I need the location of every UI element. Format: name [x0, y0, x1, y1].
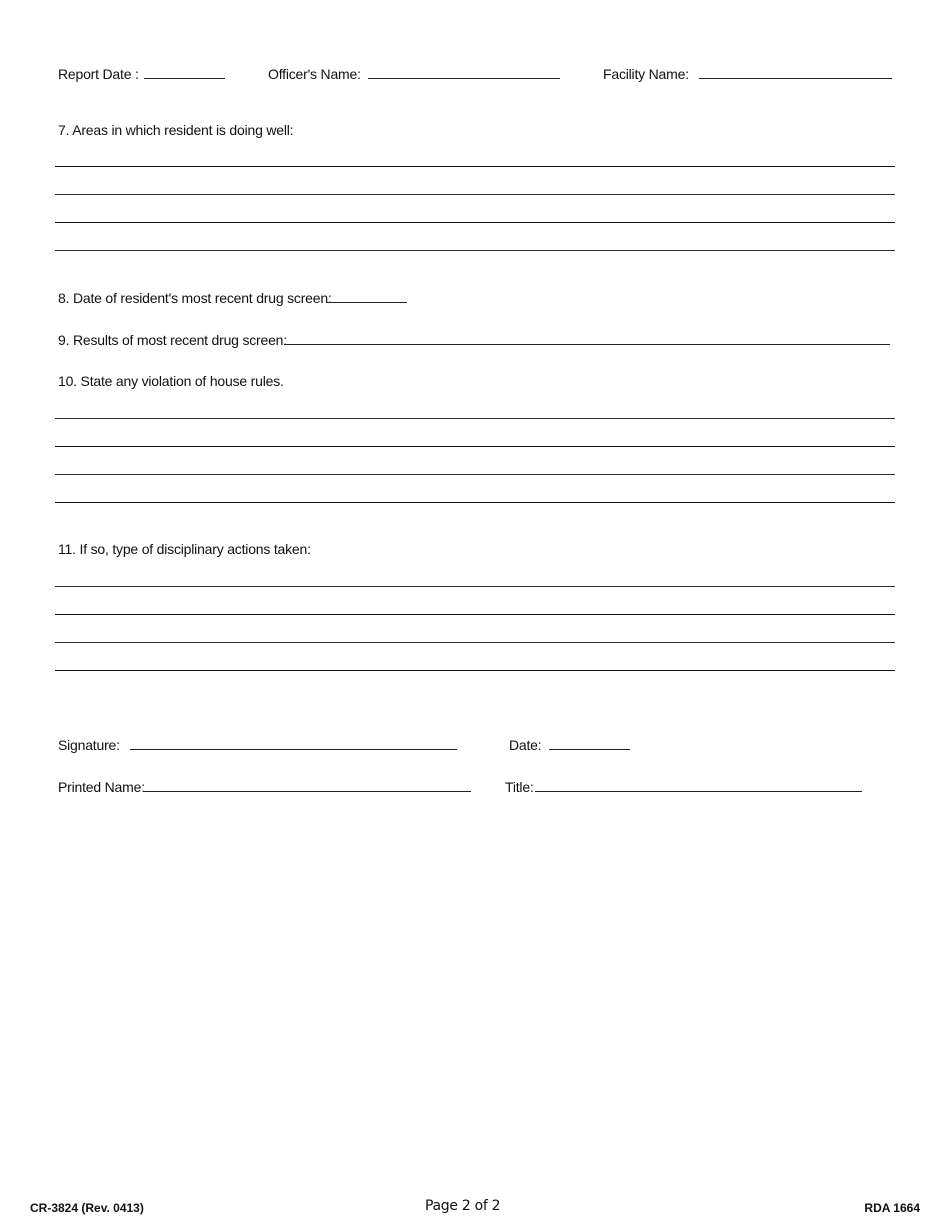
date-label: Date: — [509, 737, 542, 753]
question-10-label: 10. State any violation of house rules. — [58, 373, 284, 389]
title-label: Title: — [505, 779, 534, 795]
officer-name-label: Officer's Name: — [268, 66, 361, 82]
drug-screen-results-field[interactable] — [284, 344, 890, 345]
answer-10-line-3[interactable] — [55, 474, 895, 475]
report-date-field[interactable] — [144, 78, 225, 79]
answer-10-line-4[interactable] — [55, 502, 895, 503]
answer-11-line-3[interactable] — [55, 642, 895, 643]
question-11-label: 11. If so, type of disciplinary actions taken: — [58, 541, 311, 557]
rda-code: RDA 1664 — [864, 1201, 920, 1215]
date-field[interactable] — [549, 749, 630, 750]
answer-7-line-4[interactable] — [55, 250, 895, 251]
signature-label: Signature: — [58, 737, 120, 753]
answer-7-line-2[interactable] — [55, 194, 895, 195]
officer-name-field[interactable] — [368, 78, 560, 79]
answer-11-line-2[interactable] — [55, 614, 895, 615]
answer-10-line-2[interactable] — [55, 446, 895, 447]
printed-name-label: Printed Name: — [58, 779, 145, 795]
question-7-label: 7. Areas in which resident is doing well: — [58, 122, 294, 138]
printed-name-field[interactable] — [144, 791, 471, 792]
signature-field[interactable] — [130, 749, 457, 750]
facility-name-label: Facility Name: — [603, 66, 689, 82]
question-9-label: 9. Results of most recent drug screen: — [58, 332, 287, 348]
report-date-label: Report Date : — [58, 66, 139, 82]
answer-7-line-1[interactable] — [55, 166, 895, 167]
answer-10-line-1[interactable] — [55, 418, 895, 419]
page-indicator: Page 2 of 2 — [425, 1198, 501, 1214]
drug-screen-date-field[interactable] — [326, 302, 407, 303]
answer-11-line-4[interactable] — [55, 670, 895, 671]
answer-11-line-1[interactable] — [55, 586, 895, 587]
answer-7-line-3[interactable] — [55, 222, 895, 223]
facility-name-field[interactable] — [699, 78, 892, 79]
form-number: CR-3824 (Rev. 0413) — [30, 1201, 144, 1215]
title-field[interactable] — [535, 791, 862, 792]
question-8-label: 8. Date of resident's most recent drug screen: — [58, 290, 332, 306]
